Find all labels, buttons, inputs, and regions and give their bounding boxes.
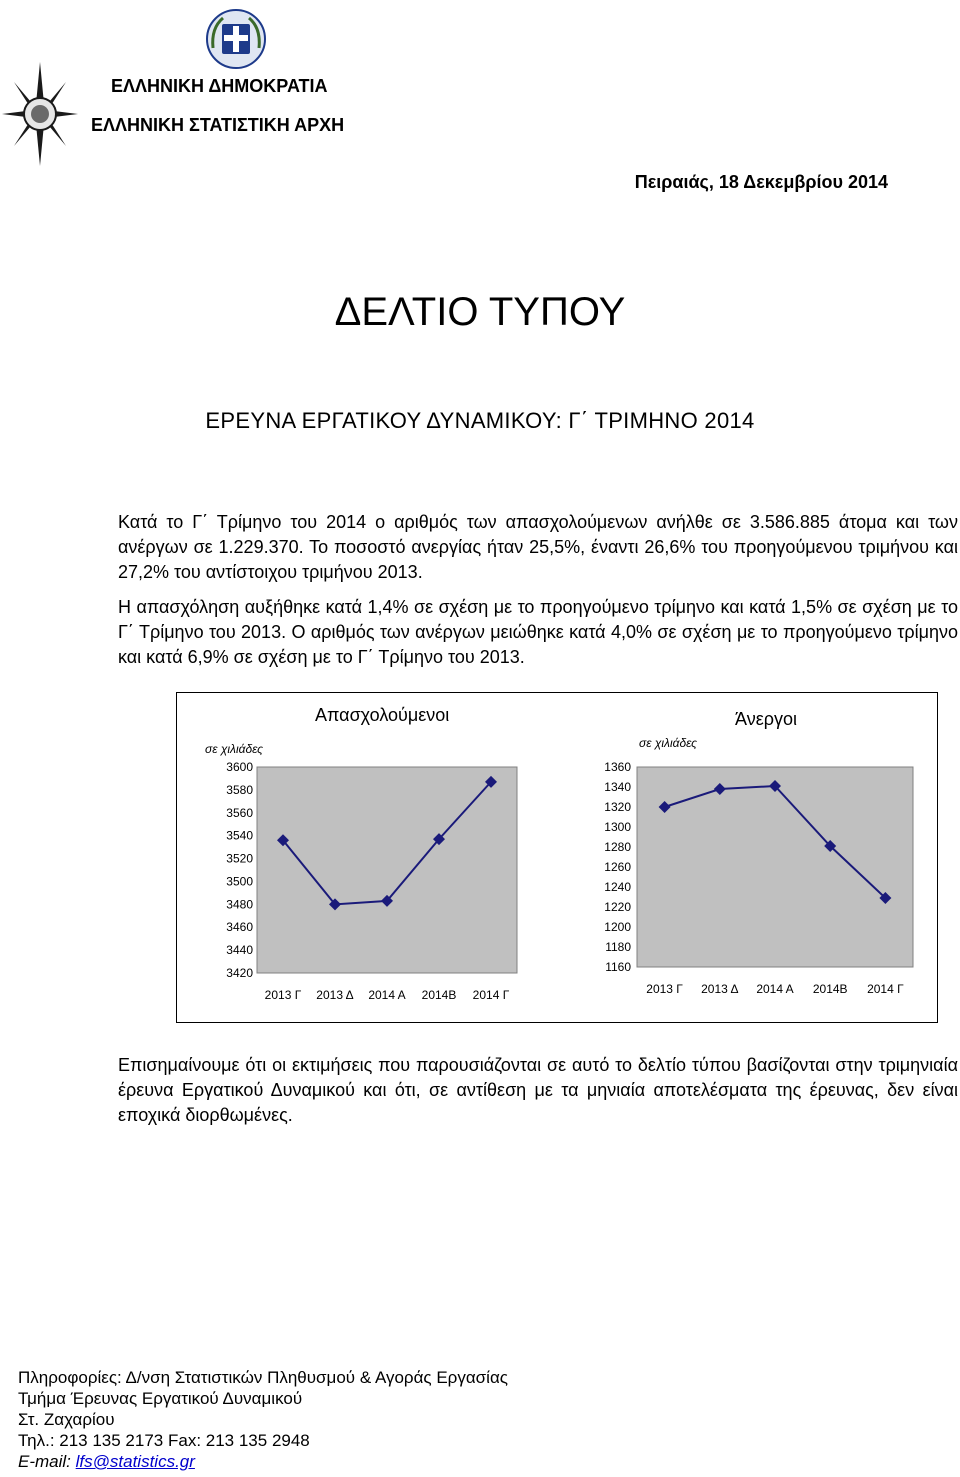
footer-email-link[interactable]: lfs@statistics.gr <box>75 1452 195 1471</box>
footer-department: Πληροφορίες: Δ/νση Στατιστικών Πληθυσμού & Αγοράς Εργασίας <box>18 1368 508 1387</box>
employed-y-tick-label: 3580 <box>226 782 253 797</box>
unemployed-y-axis-label: σε χιλιάδες <box>639 736 697 750</box>
paragraph-summary: Κατά το Γ΄ Τρίμηνο του 2014 ο αριθμός των απασχολούμενων ανήλθε σε 3.586.885 άτομα και των ανέργων σε 1.229.370. Το ποσοστό ανεργίας ήταν 25,5%, έναντι 26,6% του προηγούμενου τριμήνου και 27,2% του αντίστοιχου τριμήνου 2013. <box>118 512 958 582</box>
paragraph-note: Επισημαίνουμε ότι οι εκτιμήσεις που παρουσιάζονται σε αυτό το δελτίο τύπου βασίζονται στην τριμηνιαία έρευνα Εργατικού Δυναμικού και ότι, σε αντίθεση με τα μηνιαία αποτελέσματα της έρευνας, δεν είναι εποχικά διορθωμένες. <box>118 1055 958 1125</box>
unemployed-x-tick-label: 2013 Δ <box>701 982 739 996</box>
employed-y-tick-label: 3480 <box>226 897 253 912</box>
employed-y-tick-label: 3560 <box>226 805 253 820</box>
unemployed-y-tick-label: 1360 <box>604 760 631 774</box>
unemployed-chart-title: Άνεργοι <box>735 709 797 729</box>
footer-email-label: E-mail: <box>18 1452 71 1471</box>
employed-y-tick-label: 3540 <box>226 828 253 843</box>
unemployed-x-tick-label: 2013 Γ <box>646 982 683 996</box>
page-title: ΔΕΛΤΙΟ ΤΥΠΟΥ <box>334 290 626 334</box>
employed-y-tick-label: 3500 <box>226 874 253 889</box>
release-date: Πειραιάς, 18 Δεκεμβρίου 2014 <box>634 172 888 192</box>
unemployed-plot-area <box>637 767 913 967</box>
employed-x-tick-label: 2014 Α <box>368 988 406 1002</box>
page-subtitle: ΕΡΕΥΝΑ ΕΡΓΑΤΙΚΟΥ ΔΥΝΑΜΙΚΟΥ: Γ΄ ΤΡΙΜΗΝΟ 2014 <box>205 408 755 433</box>
unemployed-y-tick-label: 1280 <box>604 840 631 854</box>
republic-header: ΕΛΛΗΝΙΚΗ ΔΗΜΟΚΡΑΤΙΑ <box>111 76 328 96</box>
unemployed-y-tick-label: 1320 <box>604 800 631 814</box>
employed-y-axis-label: σε χιλιάδες <box>205 742 263 756</box>
unemployed-x-tick-label: 2014Β <box>812 982 848 996</box>
employed-x-tick-label: 2014 Γ <box>472 988 510 1002</box>
employed-y-tick-label: 3460 <box>226 920 253 935</box>
authority-header: ΕΛΛΗΝΙΚΗ ΣΤΑΤΙΣΤΙΚΗ ΑΡΧΗ <box>91 115 345 135</box>
unemployed-y-tick-label: 1180 <box>605 940 631 954</box>
unemployed-y-tick-label: 1340 <box>604 780 631 794</box>
footer-phone-fax: Τηλ.: 213 135 2173 Fax: 213 135 2948 <box>18 1431 310 1450</box>
unemployed-y-tick-label: 1240 <box>604 880 631 894</box>
greek-emblem-logo <box>205 8 267 70</box>
paragraph-changes: Η απασχόληση αυξήθηκε κατά 1,4% σε σχέση με το προηγούμενο τρίμηνο και κατά 1,5% σε σχέση με το Γ΄ Τρίμηνο του 2013. Ο αριθμός των ανέργων μειώθηκε κατά 4,0% σε σχέση με το προηγούμενο τρίμηνο και κατά 6,9% σε σχέση με το Γ΄ Τρίμηνο του 2013. <box>118 597 958 667</box>
employed-x-tick-label: 2013 Δ <box>316 988 354 1002</box>
unemployed-y-tick-label: 1200 <box>604 920 631 934</box>
footer-contact-name: Στ. Ζαχαρίου <box>18 1410 115 1429</box>
unemployed-y-tick-label: 1220 <box>604 900 631 914</box>
employed-chart-title: Απασχολούμενοι <box>315 705 450 725</box>
employed-y-tick-label: 3520 <box>226 851 253 866</box>
footer-info <box>18 1367 508 1472</box>
elstat-logo <box>0 60 80 168</box>
unemployed-y-tick-label: 1260 <box>604 860 631 874</box>
employed-x-tick-label: 2013 Γ <box>264 988 302 1002</box>
charts-svg <box>177 693 937 1022</box>
unemployed-x-tick-label: 2014 Α <box>756 982 794 996</box>
footer-email-line <box>18 1451 508 1472</box>
employed-x-tick-label: 2014Β <box>421 988 457 1002</box>
employed-y-tick-label: 3440 <box>226 943 253 958</box>
employed-y-tick-label: 3420 <box>226 966 253 980</box>
unemployed-x-tick-label: 2014 Γ <box>867 982 904 996</box>
unemployed-y-tick-label: 1160 <box>605 960 631 974</box>
unemployed-y-tick-label: 1300 <box>604 820 631 834</box>
charts-frame <box>176 692 938 1023</box>
footer-section: Τμήμα Έρευνας Εργατικού Δυναμικού <box>18 1389 303 1408</box>
employed-plot-area <box>257 767 517 973</box>
employed-y-tick-label: 3600 <box>226 760 253 774</box>
